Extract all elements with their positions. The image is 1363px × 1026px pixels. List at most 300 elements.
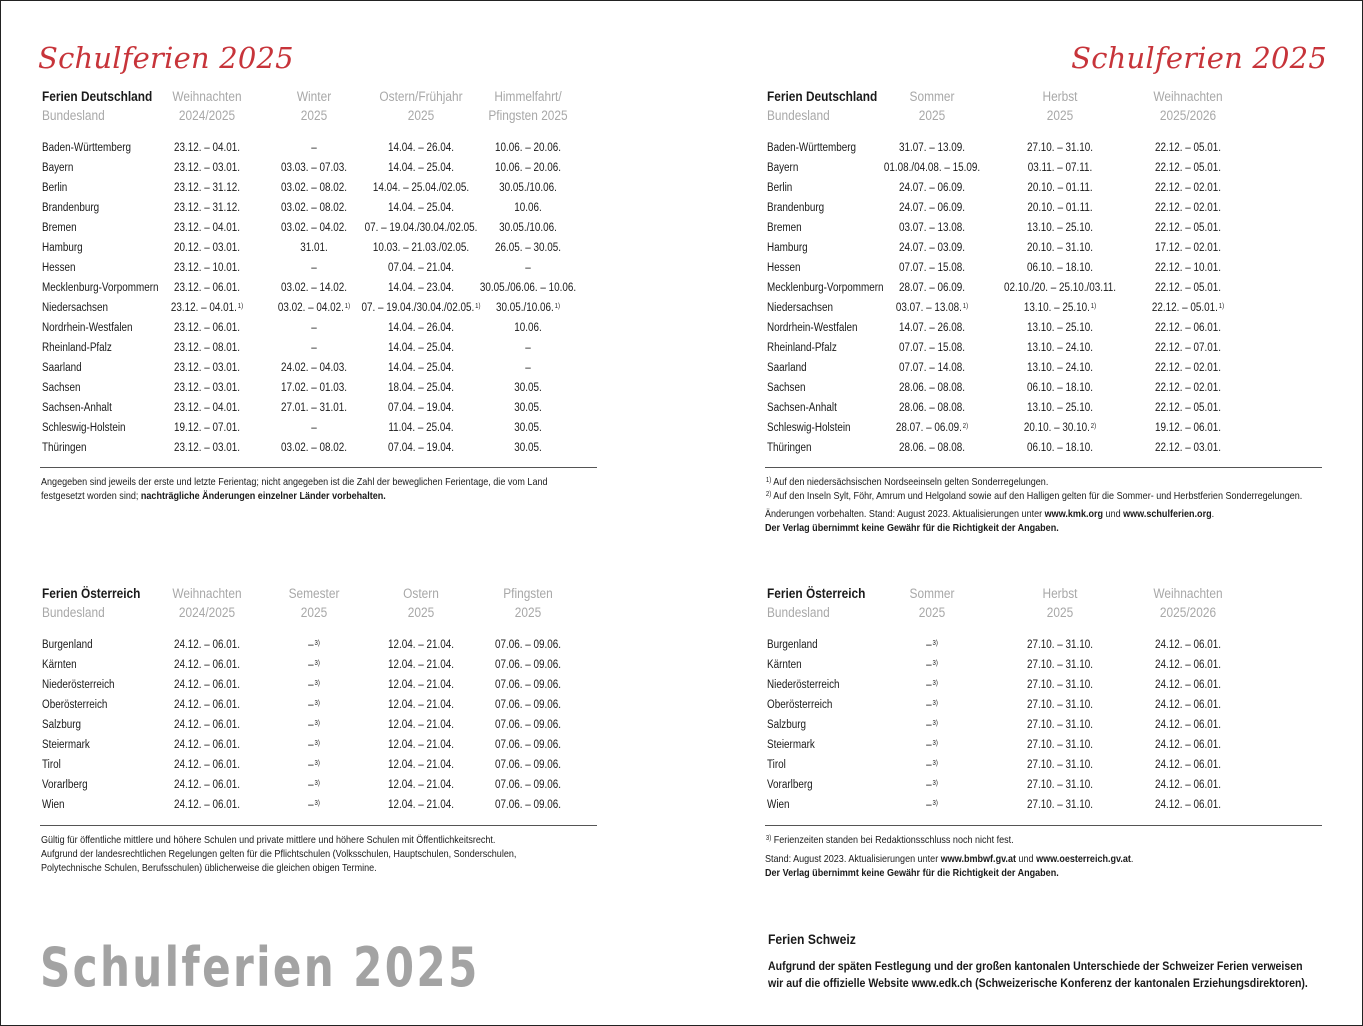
cell-dates: 23.12. – 03.01. [173, 442, 240, 454]
cell-dates: 12.04. – 21.04. [387, 699, 454, 711]
cell-dates: 26.05. – 30.05. [494, 242, 561, 254]
table-row [767, 715, 1327, 735]
cell-region: Baden-Württemberg [42, 142, 132, 154]
cell-dates: 13.10. – 25.10. [1026, 222, 1093, 234]
cell-dates: 27.10. – 31.10. [1026, 699, 1093, 711]
table-row [767, 178, 1327, 198]
header-column [884, 87, 981, 125]
cell-dates: 24.07. – 06.09. [898, 202, 965, 214]
table-row [767, 258, 1327, 278]
header-line: 2024/2025 [178, 108, 236, 123]
header-line: 2025 [514, 605, 542, 620]
notes-germany-right: $^{1)}$ Auf den niedersächsischen Nordseeinseln gelten Sonderregelungen. $^{2)}$ Auf den Inseln Sylt, Föhr, Amrum und Helgoland sowie auf den Halligen gelten für die Sommer- und Herbstferien Sonderregelungen. Änderungen vorbehalten. Stand: August 2023. Aktualisierungen unter www.kmk.org und www.schulferien.org. Der Verlag übernimmt keine Gewähr für die Richtigkeit der Angaben. [765, 476, 1303, 534]
cell-region: Hamburg [42, 242, 83, 254]
cell-region: Brandenburg [42, 202, 100, 214]
header-column [373, 87, 470, 125]
cell-region: Salzburg [767, 719, 807, 731]
header-line: Weihnachten [1153, 586, 1223, 601]
cell-dates: 06.10. – 18.10. [1026, 442, 1093, 454]
footnote-marker: 3) [932, 720, 938, 727]
table-row [767, 278, 1327, 298]
cell-dates: 30.05. [514, 402, 542, 414]
footnote-marker: 1) [554, 303, 560, 310]
cell-region: Bayern [767, 162, 799, 174]
cell-dates: 24.12. – 06.01. [1154, 679, 1221, 691]
footnote-marker: 3) [932, 780, 938, 787]
notes-austria-left [41, 833, 591, 875]
footnote-marker: 1) [962, 303, 969, 310]
cell-dates: 27.10. – 31.10. [1026, 739, 1093, 751]
cell-region: Wien [767, 799, 790, 811]
table-header [767, 584, 1327, 628]
footnote-marker: 2) [1090, 423, 1097, 430]
cell-dates: 24.12. – 06.01. [173, 799, 240, 811]
footnote-marker: 3) [314, 800, 320, 807]
footnote-marker: 3) [314, 760, 320, 767]
cell-dates: 30.05./10.06.$^{1)}$ [496, 302, 560, 314]
header-line: Herbst [1042, 586, 1078, 601]
cell-dates: 30.05./06.06. – 10.06. [479, 282, 577, 294]
cell-region: Kärnten [767, 659, 802, 671]
cell-dates: 07. – 19.04./30.04./02.05.$^{1)}$ [361, 302, 481, 314]
cell-dates: 22.12. – 03.01. [1154, 442, 1221, 454]
header-line: Sommer [909, 586, 955, 601]
footnote-marker: 3) [932, 680, 938, 687]
cell-dates: –$^{3)}$ [308, 679, 320, 691]
table-row [42, 715, 602, 735]
table-row [767, 755, 1327, 775]
cell-dates: 03.02. – 14.02. [280, 282, 347, 294]
cell-dates: 06.10. – 18.10. [1026, 262, 1093, 274]
cell-dates: 22.12. – 05.01. [1154, 222, 1221, 234]
table-row [767, 695, 1327, 715]
cell-dates: 27.10. – 31.10. [1026, 799, 1093, 811]
cell-region: Berlin [767, 182, 793, 194]
cell-region: Tirol [767, 759, 786, 771]
header-column [266, 584, 363, 622]
header-line: Ferien Deutschland [767, 89, 878, 104]
table-row [767, 238, 1327, 258]
header-column [884, 584, 981, 622]
cell-dates: – [311, 142, 317, 154]
cell-dates: 22.12. – 02.01. [1154, 182, 1221, 194]
cell-dates: –$^{3)}$ [926, 719, 938, 731]
cell-region: Berlin [42, 182, 68, 194]
cell-region: Sachsen [42, 382, 81, 394]
cell-region: Burgenland [42, 639, 93, 651]
cell-dates: 07.06. – 09.06. [494, 699, 561, 711]
cell-region: Oberösterreich [767, 699, 833, 711]
cell-dates: 14.04. – 25.04. [387, 342, 454, 354]
table-row [767, 198, 1327, 218]
cell-dates: 13.10. – 25.10. [1026, 322, 1093, 334]
footnote-2: Auf den Inseln Sylt, Föhr, Amrum und Helgoland sowie auf den Halligen gelten für die Sommer- und Herbstferien Sonderregelungen. [773, 490, 1303, 502]
table-row [767, 655, 1327, 675]
cell-region: Saarland [767, 362, 807, 374]
table-row [767, 318, 1327, 338]
cell-dates: 27.10. – 31.10. [1026, 759, 1093, 771]
cell-dates: 07.07. – 15.08. [898, 342, 965, 354]
cell-dates: –$^{3)}$ [926, 679, 938, 691]
table-row [767, 138, 1327, 158]
cell-dates: 23.12. – 04.01. [173, 402, 240, 414]
footnote-marker: 3) [314, 700, 320, 707]
header-line: 2025 [300, 605, 328, 620]
table-row [42, 158, 602, 178]
cell-dates: 22.12. – 02.01. [1154, 382, 1221, 394]
link-oesterreich[interactable]: www.oesterreich.gv.at [1036, 853, 1131, 865]
cell-dates: 07.04. – 19.04. [387, 402, 454, 414]
cell-region: Mecklenburg-Vorpommern [767, 282, 884, 294]
link-kmk[interactable]: www.kmk.org [1044, 508, 1104, 520]
cell-dates: 03.03. – 07.03. [280, 162, 347, 174]
cell-dates: 30.05./10.06. [499, 222, 557, 234]
footnote-marker: 1) [1218, 303, 1225, 310]
header-line: Winter [296, 89, 332, 104]
cell-dates: 23.12. – 04.01. [173, 222, 240, 234]
cell-dates: 19.12. – 07.01. [173, 422, 240, 434]
note-validity: Gültig für öffentliche mittlere und höhere Schulen und private mittlere und höhere Schulen mit Öffentlichkeitsrecht. [41, 834, 496, 846]
cell-dates: 03.02. – 08.02. [280, 442, 347, 454]
footnote-marker: 2) [962, 423, 969, 430]
footnote-marker: 3) [932, 640, 938, 647]
cell-region: Salzburg [42, 719, 82, 731]
cell-dates: – [311, 342, 317, 354]
cell-dates: 24.12. – 06.01. [173, 759, 240, 771]
cell-region: Thüringen [42, 442, 87, 454]
cell-region: Niedersachsen [767, 302, 833, 314]
cell-dates: 27.10. – 31.10. [1026, 679, 1093, 691]
cell-dates: 12.04. – 21.04. [387, 679, 454, 691]
cell-dates: 07.06. – 09.06. [494, 739, 561, 751]
cell-dates: – [525, 342, 531, 354]
switzerland-heading: Ferien Schweiz [768, 932, 856, 947]
cell-dates: 03.02. – 08.02. [280, 202, 347, 214]
cell-dates: 07. – 19.04./30.04./02.05. [364, 222, 478, 234]
table-row [767, 795, 1327, 815]
cell-region: Sachsen [767, 382, 806, 394]
cell-region: Oberösterreich [42, 699, 108, 711]
cell-dates: 10.06. [514, 322, 542, 334]
table-row [42, 238, 602, 258]
header-column [1140, 584, 1237, 622]
cell-dates: 27.10. – 31.10. [1026, 719, 1093, 731]
cell-region: Hamburg [767, 242, 808, 254]
cell-dates: – [311, 322, 317, 334]
page-title-right: Schulferien 2025 [1071, 41, 1327, 75]
note-bold: nachträgliche Änderungen einzelner Länder vorbehalten. [140, 490, 386, 502]
cell-dates: 22.12. – 06.01. [1154, 322, 1221, 334]
header-line: 2024/2025 [178, 605, 236, 620]
header-column [480, 87, 577, 125]
cell-region: Wien [42, 799, 65, 811]
cell-dates: – [311, 262, 317, 274]
cell-dates: 14.04. – 26.04. [387, 142, 454, 154]
footnote-marker: 3) [314, 780, 320, 787]
cell-dates: 23.12. – 08.01. [173, 342, 240, 354]
cell-region: Steiermark [767, 739, 815, 751]
cell-dates: 28.06. – 08.08. [898, 382, 965, 394]
cell-dates: 13.10. – 24.10. [1026, 342, 1093, 354]
header-column [159, 584, 256, 622]
cell-dates: 07.07. – 15.08. [898, 262, 965, 274]
table-row [767, 158, 1327, 178]
cell-dates: 30.05. [514, 382, 542, 394]
footnote-marker: 3) [314, 660, 320, 667]
table-row [42, 755, 602, 775]
cell-dates: –$^{3)}$ [308, 699, 320, 711]
cell-dates: 14.04. – 25.04. [387, 202, 454, 214]
cell-dates: –$^{3)}$ [308, 659, 320, 671]
table-row [42, 695, 602, 715]
cell-dates: 24.07. – 03.09. [898, 242, 965, 254]
cell-region: Vorarlberg [42, 779, 88, 791]
cell-region: Schleswig-Holstein [767, 422, 851, 434]
table-row [42, 178, 602, 198]
cell-dates: 07.06. – 09.06. [494, 759, 561, 771]
cell-dates: 03.02. – 04.02. [280, 222, 347, 234]
header-line: Bundesland [767, 108, 830, 123]
cell-dates: 12.04. – 21.04. [387, 659, 454, 671]
cell-region: Hessen [42, 262, 76, 274]
cell-dates: 18.04. – 25.04. [387, 382, 454, 394]
cell-dates: 23.12. – 31.12. [173, 202, 240, 214]
table-row [42, 318, 602, 338]
header-column [1140, 87, 1237, 125]
cell-region: Mecklenburg-Vorpommern [42, 282, 159, 294]
cell-dates: 24.12. – 06.01. [1154, 699, 1221, 711]
cell-dates: –$^{3)}$ [308, 759, 320, 771]
header-line: Ostern/Frühjahr [379, 89, 463, 104]
cell-dates: 28.06. – 08.08. [898, 402, 965, 414]
cell-dates: 23.12. – 06.01. [173, 322, 240, 334]
cell-dates: – [311, 422, 317, 434]
table-header [767, 87, 1327, 131]
header-line: Pfingsten [503, 586, 553, 601]
cell-dates: 24.12. – 06.01. [173, 779, 240, 791]
cell-dates: –$^{3)}$ [926, 639, 938, 651]
note-compulsory-schools: Aufgrund der landesrechtlichen Regelungen gelten für die Pflichtschulen (Volksschulen, Hauptschulen, Sonderschulen, Polytechnische Schulen, Berufsschulen) üblicherweise die gleichen obigen Termine. [41, 848, 517, 874]
header-line: 2025 [407, 108, 435, 123]
header-line: Bundesland [767, 605, 830, 620]
table-row [767, 418, 1327, 438]
header-line: Ferien Österreich [767, 586, 866, 601]
cell-region: Vorarlberg [767, 779, 813, 791]
cell-dates: 24.12. – 06.01. [1154, 739, 1221, 751]
cell-region: Niedersachsen [42, 302, 108, 314]
footnote-marker: 3) [932, 700, 938, 707]
cell-dates: 24.12. – 06.01. [173, 639, 240, 651]
table-row [42, 218, 602, 238]
cell-dates: 27.10. – 31.10. [1026, 659, 1093, 671]
stand-text: Stand: August 2023. Aktualisierungen unter [765, 853, 941, 865]
cell-dates: 24.12. – 06.01. [1154, 719, 1221, 731]
header-line: 2025 [918, 605, 946, 620]
cell-dates: –$^{3)}$ [308, 779, 320, 791]
divider [40, 467, 597, 468]
table-germany-summer-autumn [767, 87, 1327, 458]
header-line: Ferien Österreich [42, 586, 141, 601]
cell-dates: 22.12. – 05.01.$^{1)}$ [1151, 302, 1225, 314]
cell-region: Steiermark [42, 739, 90, 751]
header-line: Sommer [909, 89, 955, 104]
cell-dates: 12.04. – 21.04. [387, 739, 454, 751]
cell-dates: 14.04. – 25.04./02.05. [372, 182, 470, 194]
footer-big-title: Schulferien 2025 [40, 936, 480, 999]
header-line: Ostern [403, 586, 439, 601]
cell-dates: 03.07. – 13.08.$^{1)}$ [895, 302, 969, 314]
link-schulferien[interactable]: www.schulferien.org [1123, 508, 1212, 520]
notes-austria-right: $^{3)}$ Ferienzeiten standen bei Redaktionsschluss noch nicht fest. Stand: August 2023. Aktualisierungen unter www.bmbwf.gv.at und www.oesterreich.gv.at. Der Verlag übernimmt keine Gewähr für die Richtigkeit der Angaben. [765, 834, 1134, 879]
cell-dates: 22.12. – 02.01. [1154, 362, 1221, 374]
cell-dates: 03.02. – 08.02. [280, 182, 347, 194]
cell-dates: –$^{3)}$ [308, 799, 320, 811]
cell-dates: 30.05. [514, 422, 542, 434]
footnote-1: Auf den niedersächsischen Nordseeinseln gelten Sonderregelungen. [773, 476, 1049, 488]
table-row [767, 635, 1327, 655]
cell-dates: 20.10. – 01.11. [1027, 202, 1093, 214]
divider [765, 467, 1322, 468]
table-germany-winter-spring [42, 87, 602, 458]
cell-dates: 31.07. – 13.09. [898, 142, 965, 154]
table-row [42, 258, 602, 278]
header-line: 2025/2026 [1159, 108, 1217, 123]
table-row [767, 675, 1327, 695]
cell-dates: 22.12. – 02.01. [1154, 202, 1221, 214]
table-row [767, 218, 1327, 238]
cell-dates: 14.04. – 25.04. [387, 162, 454, 174]
disclaimer: Der Verlag übernimmt keine Gewähr für die Richtigkeit der Angaben. [765, 522, 1059, 534]
cell-dates: 27.10. – 31.10. [1026, 779, 1093, 791]
table-row [42, 358, 602, 378]
cell-dates: 27.10. – 31.10. [1026, 639, 1093, 651]
cell-dates: 22.12. – 07.01. [1154, 342, 1221, 354]
cell-dates: 28.07. – 06.09. [898, 282, 965, 294]
cell-dates: –$^{3)}$ [926, 779, 938, 791]
cell-dates: 24.12. – 06.01. [173, 699, 240, 711]
table-header [42, 87, 602, 131]
cell-dates: –$^{3)}$ [926, 699, 938, 711]
cell-dates: 10.06. [514, 202, 542, 214]
cell-dates: 20.10. – 01.11. [1027, 182, 1093, 194]
cell-dates: 19.12. – 06.01. [1154, 422, 1221, 434]
cell-dates: 03.07. – 13.08. [898, 222, 965, 234]
cell-dates: 12.04. – 21.04. [387, 719, 454, 731]
cell-region: Bayern [42, 162, 74, 174]
cell-dates: 24.12. – 06.01. [173, 739, 240, 751]
cell-dates: 10.06. – 20.06. [494, 162, 561, 174]
cell-region: Saarland [42, 362, 82, 374]
cell-dates: 07.06. – 09.06. [494, 659, 561, 671]
cell-dates: 11.04. – 25.04. [388, 422, 454, 434]
page-title-left: Schulferien 2025 [38, 41, 294, 75]
cell-dates: 20.12. – 03.01. [173, 242, 240, 254]
cell-dates: –$^{3)}$ [926, 659, 938, 671]
cell-dates: 28.06. – 08.08. [898, 442, 965, 454]
cell-dates: 24.07. – 06.09. [898, 182, 965, 194]
cell-dates: 24.12. – 06.01. [1154, 799, 1221, 811]
cell-dates: 07.06. – 09.06. [494, 719, 561, 731]
footnote-marker: 3) [314, 720, 320, 727]
cell-region: Burgenland [767, 639, 818, 651]
table-row [42, 138, 602, 158]
note-text: Angegeben sind jeweils der erste und letzte Ferientag; nicht angegeben ist die Zahl der beweglichen Ferientage, die vom Land festgesetzt worden sind; [41, 476, 548, 502]
cell-region: Bremen [42, 222, 77, 234]
cell-dates: 22.12. – 05.01. [1154, 402, 1221, 414]
cell-dates: 24.12. – 06.01. [1154, 639, 1221, 651]
header-line: 2025 [1046, 605, 1074, 620]
footnote-marker: 1) [475, 303, 481, 310]
cell-dates: 27.01. – 31.01. [280, 402, 347, 414]
cell-dates: 14.04. – 25.04. [387, 362, 454, 374]
cell-dates: 23.12. – 31.12. [173, 182, 240, 194]
header-line: Ferien Deutschland [42, 89, 153, 104]
cell-dates: –$^{3)}$ [926, 739, 938, 751]
link-bmbwf[interactable]: www.bmbwf.gv.at [940, 853, 1016, 865]
table-row [42, 635, 602, 655]
cell-region: Niederösterreich [767, 679, 840, 691]
cell-dates: 30.05./10.06. [499, 182, 557, 194]
table-row [42, 278, 602, 298]
cell-dates: 10.06. – 20.06. [494, 142, 561, 154]
header-column [1012, 87, 1109, 125]
note-germany-left [41, 475, 591, 503]
table-row [42, 438, 602, 458]
header-line: 2025 [918, 108, 946, 123]
cell-region: Rheinland-Pfalz [42, 342, 112, 354]
cell-region: Niederösterreich [42, 679, 115, 691]
cell-dates: 31.01. [300, 242, 328, 254]
cell-region: Nordrhein-Westfalen [767, 322, 858, 334]
table-row [42, 775, 602, 795]
header-line: Pfingsten 2025 [488, 108, 568, 123]
footnote-marker: 3) [932, 740, 938, 747]
header-column [266, 87, 363, 125]
cell-region: Brandenburg [767, 202, 825, 214]
cell-dates: 07.06. – 09.06. [494, 639, 561, 651]
footnote-marker: 3) [314, 640, 320, 647]
cell-dates: 03.02. – 04.02.$^{1)}$ [277, 302, 351, 314]
cell-dates: 03.11. – 07.11. [1027, 162, 1093, 174]
cell-dates: 14.07. – 26.08. [898, 322, 965, 334]
cell-dates: 24.12. – 06.01. [1154, 659, 1221, 671]
cell-dates: 06.10. – 18.10. [1026, 382, 1093, 394]
cell-region: Kärnten [42, 659, 77, 671]
table-row [42, 298, 602, 318]
footnote-3: Ferienzeiten standen bei Redaktionsschluss noch nicht fest. [773, 834, 1014, 846]
cell-region: Schleswig-Holstein [42, 422, 126, 434]
cell-dates: 24.12. – 06.01. [173, 659, 240, 671]
table-row [42, 735, 602, 755]
cell-dates: 17.12. – 02.01. [1154, 242, 1221, 254]
table-row [42, 198, 602, 218]
cell-dates: –$^{3)}$ [926, 799, 938, 811]
cell-dates: 13.10. – 25.10. [1026, 402, 1093, 414]
cell-dates: 23.12. – 03.01. [173, 362, 240, 374]
cell-dates: 12.04. – 21.04. [387, 779, 454, 791]
cell-dates: 07.04. – 21.04. [387, 262, 454, 274]
table-row [42, 398, 602, 418]
header-line: Bundesland [42, 605, 105, 620]
table-row [767, 298, 1327, 318]
cell-dates: 23.12. – 10.01. [173, 262, 240, 274]
table-row [767, 398, 1327, 418]
cell-dates: 02.10./20. – 25.10./03.11. [1003, 282, 1116, 294]
header-line: 2025 [300, 108, 328, 123]
cell-dates: 22.12. – 05.01. [1154, 142, 1221, 154]
table-row [42, 338, 602, 358]
cell-dates: –$^{3)}$ [308, 639, 320, 651]
